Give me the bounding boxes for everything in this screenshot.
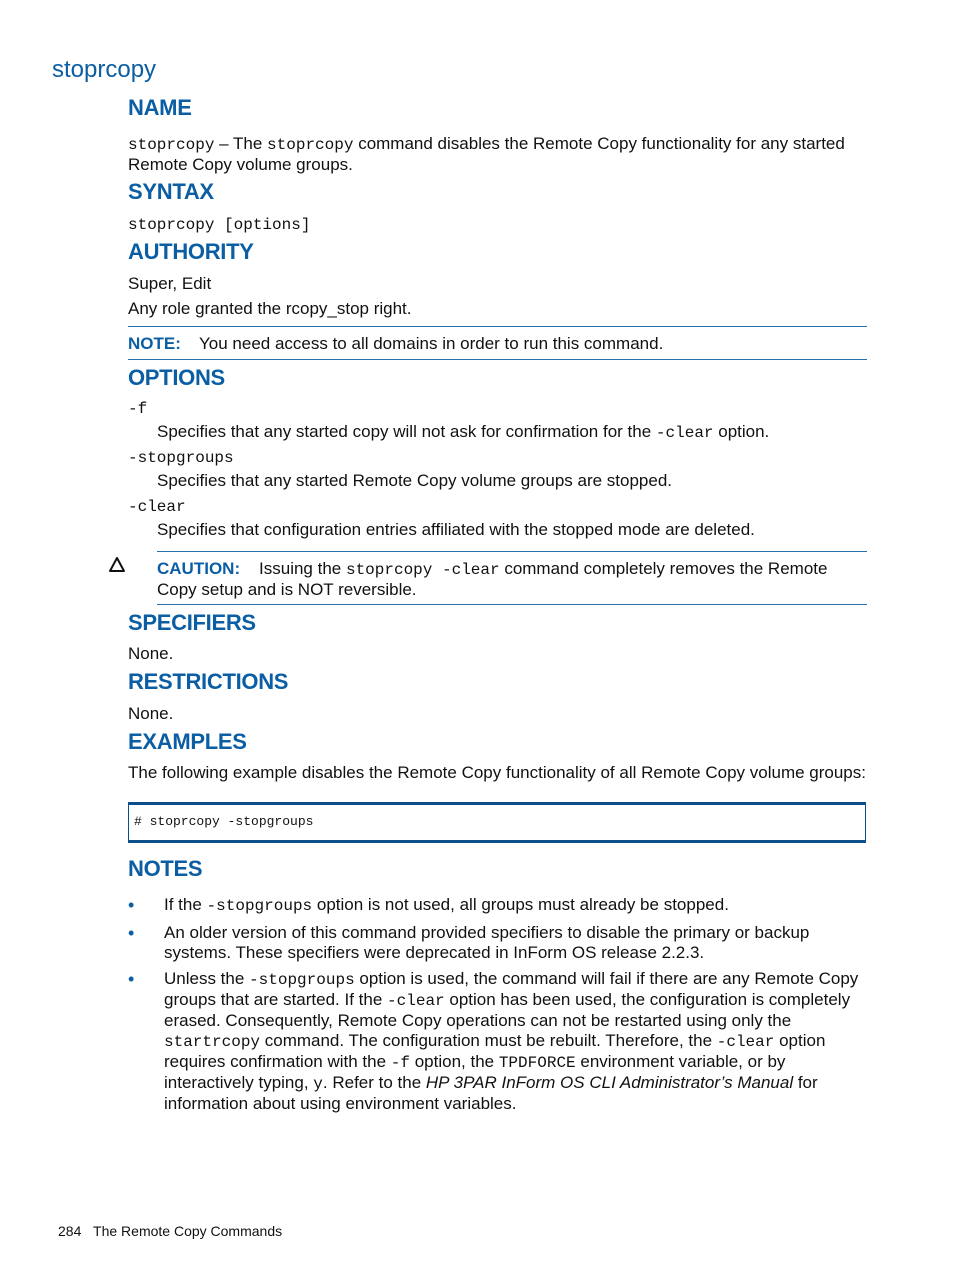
note-text: You need access to all domains in order to run this command. (199, 334, 664, 353)
section-name-heading: NAME (128, 95, 192, 120)
option-clear-flag: -clear (128, 498, 186, 516)
note-bottom-rule (128, 359, 867, 360)
caution-label: CAUTION: (157, 559, 241, 578)
syntax-text: stoprcopy [options] (128, 216, 311, 234)
page-number: 284 (58, 1223, 82, 1239)
example-code: # stoprcopy -stopgroups (134, 814, 314, 829)
option-f-desc: Specifies that any started copy will not ask for confirmation for the -clear option. (157, 422, 770, 442)
note-top-rule (128, 326, 867, 327)
name-cmd-2: stoprcopy (267, 136, 354, 154)
examples-text: The following example disables the Remote Copy functionality of all Remote Copy volume groups: (128, 763, 866, 782)
section-syntax-heading: SYNTAX (128, 179, 214, 204)
note-item-3: Unless the -stopgroups option is used, the command will fail if there are any Remote Copy groups that are started. If the -clear option has been used, the configuration is completely erased. Consequently, Remote Copy operations can not be restarted using only the startrcopy command. The configuration must be rebuilt. Therefore, the -clear option requires confirmation with the -f option, the TPDFORCE environment variable, or by interactively typing, y. Refer to the HP 3PAR InForm OS CLI Administrator’s Manual for information about using environment variables. (164, 969, 859, 1113)
bullet-dot: • (128, 969, 135, 989)
name-dash: – The (214, 134, 268, 153)
name-description (128, 134, 868, 175)
specifiers-text: None. (128, 644, 174, 663)
page-footer (58, 1223, 282, 1239)
note-item-1: If the -stopgroups option is not used, all groups must already be stopped. (164, 895, 729, 915)
caution-text: CAUTION: Issuing the stoprcopy -clear command completely removes the Remote Copy setup and is NOT reversible. (157, 559, 828, 599)
command-title: stoprcopy (52, 56, 157, 83)
bullet-dot: • (128, 895, 135, 915)
option-stopgroups-flag: -stopgroups (128, 449, 234, 467)
section-authority-heading: AUTHORITY (128, 239, 254, 264)
name-rest: command disables the Remote Copy functionality for any started Remote Copy volume groups. (128, 134, 845, 174)
authority-line-1: Super, Edit (128, 274, 212, 293)
section-examples-heading: EXAMPLES (128, 729, 247, 754)
section-restrictions-heading: RESTRICTIONS (128, 669, 289, 694)
option-f-flag: -f (128, 400, 148, 418)
caution-top-rule (157, 551, 867, 552)
name-cmd: stoprcopy (128, 136, 215, 154)
caution-bottom-rule (157, 604, 867, 605)
example-code-box (128, 802, 866, 843)
bullet-dot: • (128, 923, 135, 943)
note-item-2: An older version of this command provided specifiers to disable the primary or backup systems. These specifiers were deprecated in InForm OS release 2.2.3. (164, 923, 810, 962)
caution-triangle-icon (108, 556, 126, 574)
section-notes-heading: NOTES (128, 856, 203, 881)
option-stopgroups-desc: Specifies that any started Remote Copy volume groups are stopped. (157, 471, 673, 490)
restrictions-text: None. (128, 704, 174, 723)
authority-line-2: Any role granted the rcopy_stop right. (128, 299, 412, 318)
section-options-heading: OPTIONS (128, 365, 225, 390)
option-clear-desc: Specifies that configuration entries affiliated with the stopped mode are deleted. (157, 520, 755, 539)
note-label: NOTE: (128, 334, 181, 353)
footer-title: The Remote Copy Commands (93, 1223, 283, 1239)
section-specifiers-heading: SPECIFIERS (128, 610, 256, 635)
